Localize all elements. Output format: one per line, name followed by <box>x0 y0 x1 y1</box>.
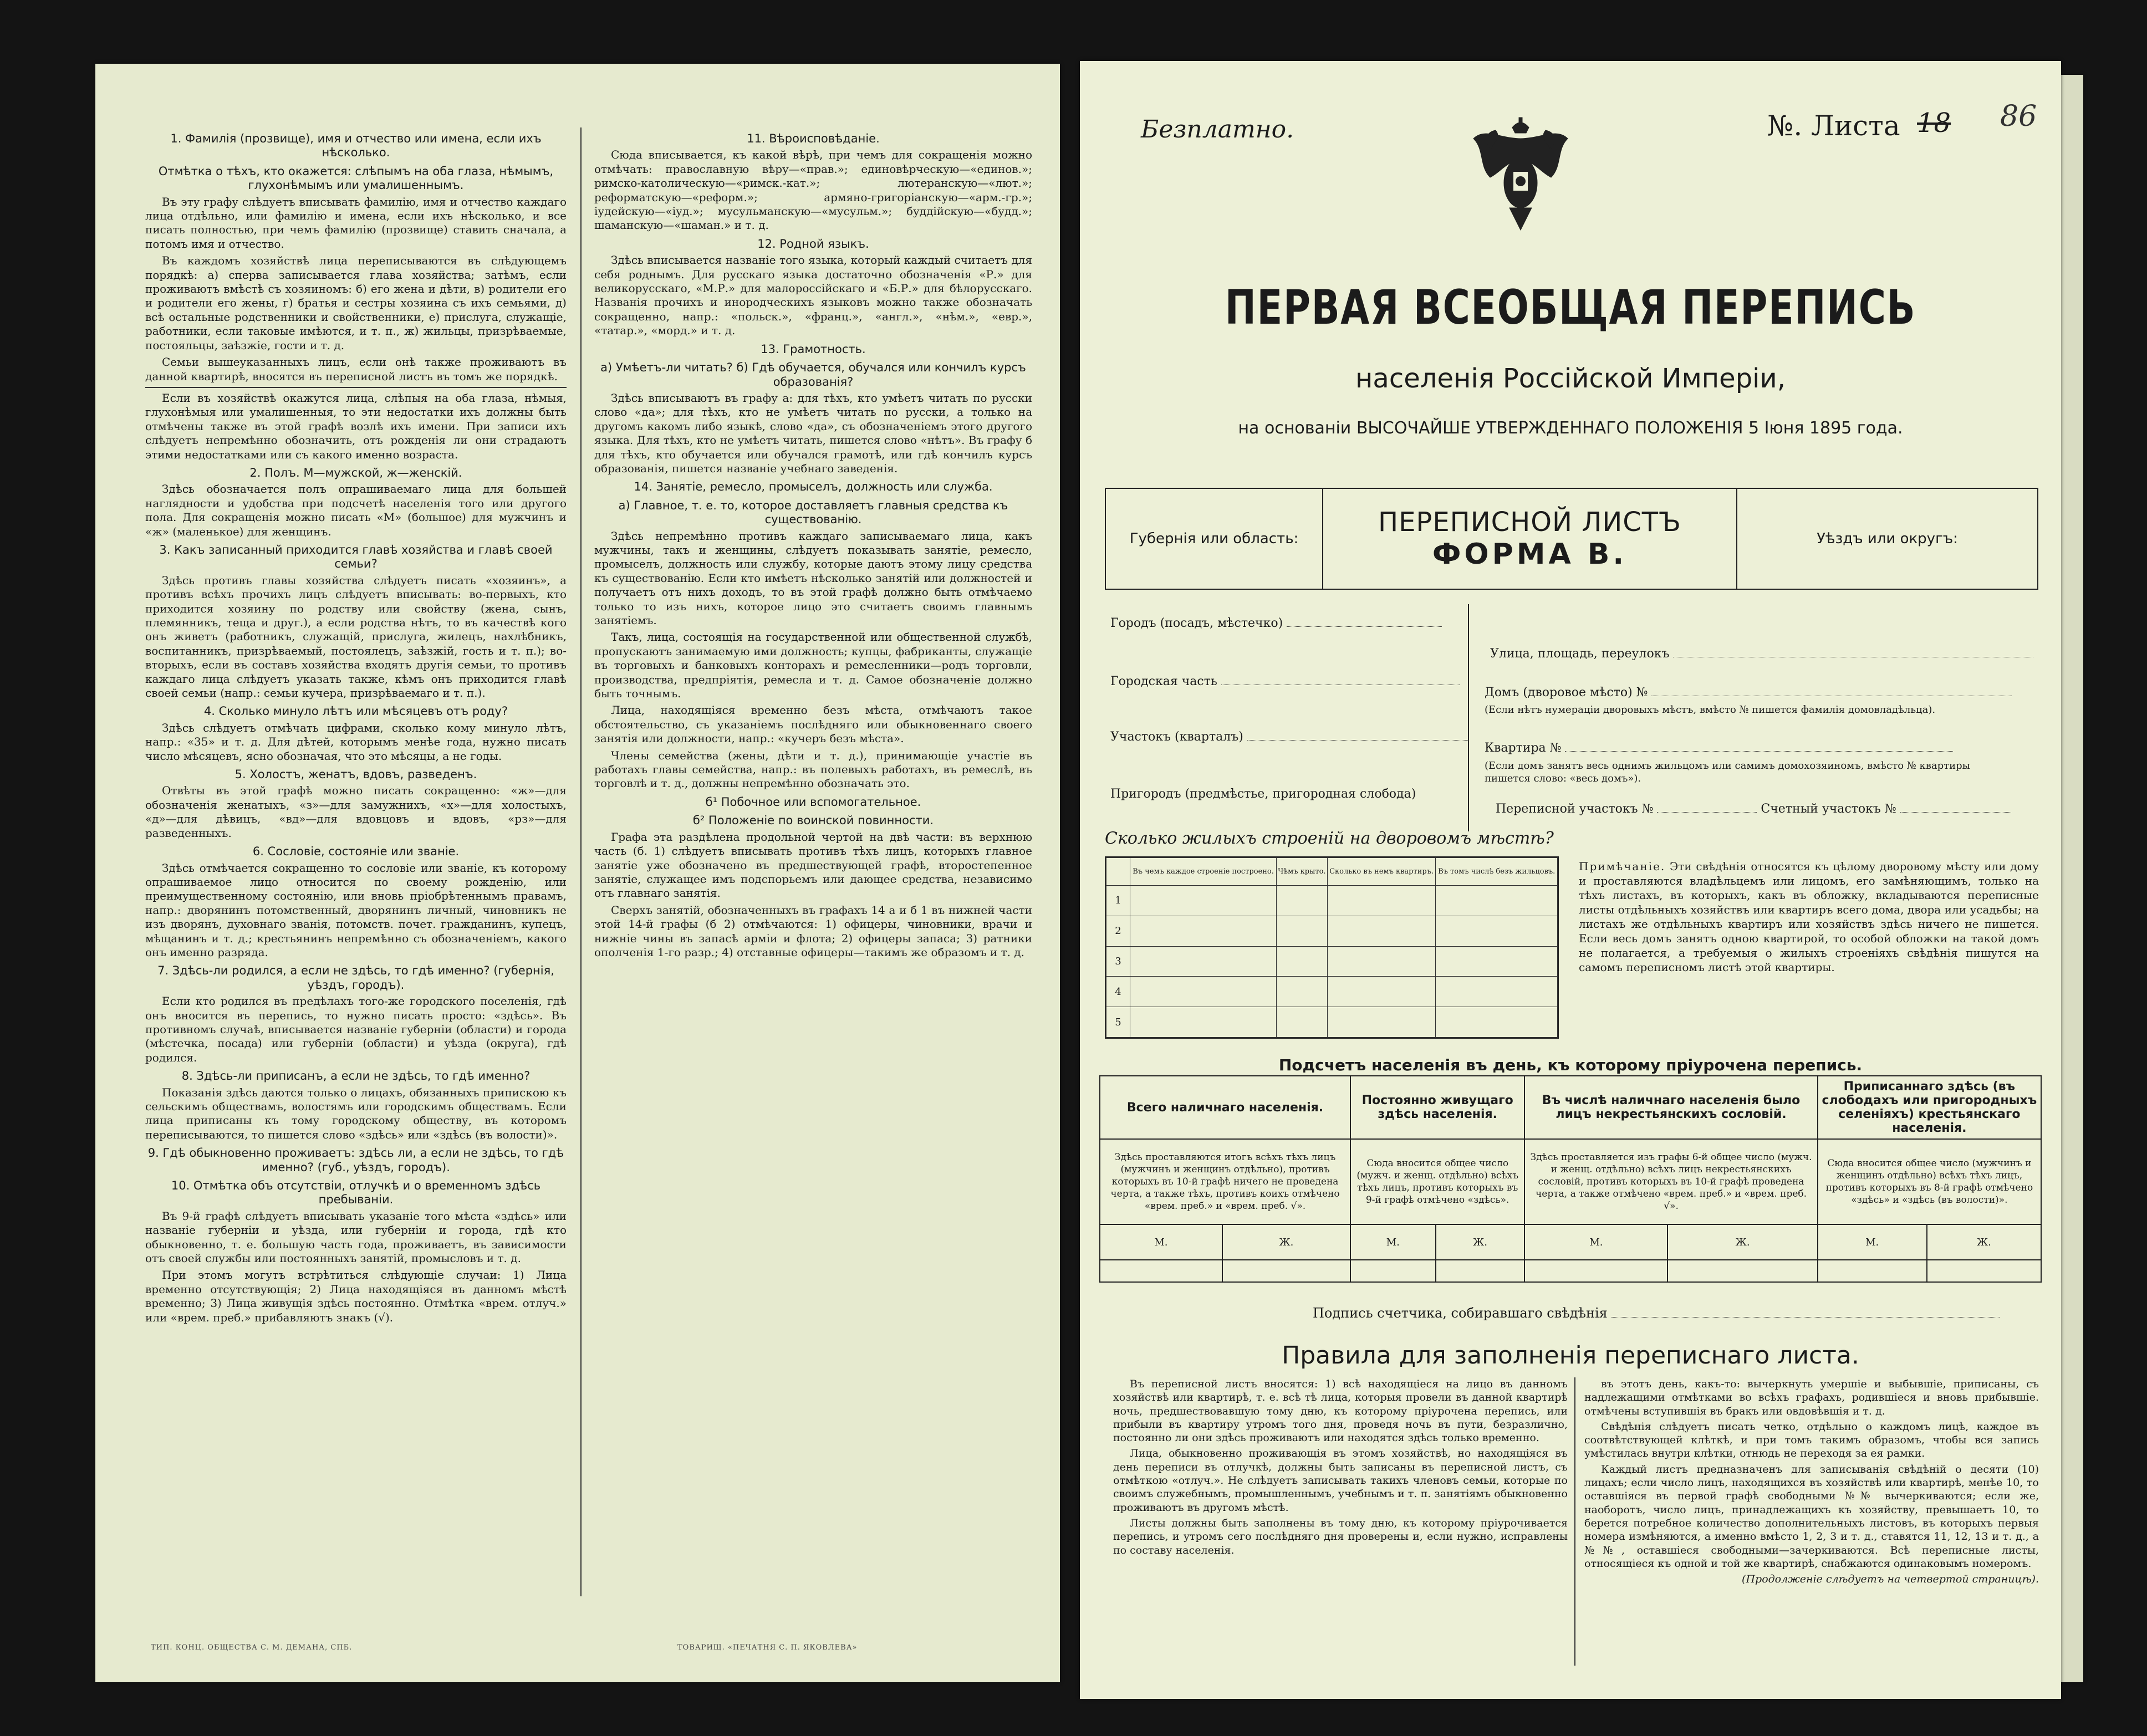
left-page <box>95 64 1060 1682</box>
count-header-non-peasant: Въ числѣ наличнаго населенія было лицъ некрестьянскихъ сословій. <box>1524 1076 1817 1139</box>
section-heading: 8. Здѣсь-ли приписанъ, а если не здѣсь, то гдѣ именно? <box>181 1069 531 1083</box>
table-row: 1 <box>1106 886 1558 916</box>
rule-paragraph: Въ переписной листъ вносятся: 1) всѣ находящіеся на лицо въ данномъ хозяйствѣ или квартирѣ, т. е. всѣ тѣ лица, которыя провели въ данной квартирѣ ночь, предшествовавшую тому дню, къ которому пріурочена перепись, или прибыли въ квартиру утромъ того дня, проведя ночь въ пути, безразлично, постоянно ли они здѣсь проживаютъ или находятся здѣсь только временно. <box>1113 1378 1568 1444</box>
paragraph: Здѣсь вписывается названіе того языка, который каждый считаетъ для себя роднымъ. Для русскаго языка достаточно обозначенія «Р.» для великорусскаго, «М.Р.» для малороссійскаго и «Б.Р.» для бѣлорусскаго. Названія прочихъ и инородческихъ языковъ можно также обозначать сокращенно, напр.: «польск.», «франц.», «англ.», «нѣм.», «евр.», «татар.», «морд.» и т. д. <box>594 253 1032 338</box>
female-label: Ж. <box>1667 1224 1817 1260</box>
paragraph: Въ каждомъ хозяйствѣ лица переписываются въ слѣдующемъ порядкѣ: а) сперва записывается глава хозяйства; затѣмъ, если проживаютъ вмѣстѣ съ хозяиномъ: б) его жена и дѣти, в) родители его и родители его жены, г) братья и сестры хозяина съ ихъ семьями, д) всѣ остальные родственники и свойственники, е) прислуга, служащіе, работники, если таковые имѣются, и т. п., ж) жильцы, призрѣваемые, постояльцы, заѣзжіе, гости и т. д. <box>145 254 567 352</box>
section-heading: 6. Сословіе, состояніе или званіе. <box>252 845 460 859</box>
population-count-table <box>1099 1075 2042 1258</box>
continued-note: (Продолженіе слѣдуетъ на четвертой страницѣ). <box>1742 1573 2039 1586</box>
rules-column-1 <box>1113 1377 1568 1559</box>
table-row: 2 <box>1106 916 1558 946</box>
rules-title: Правила для заполненія переписнаго листа. <box>1282 1341 1859 1370</box>
rule-paragraph: въ этотъ день, какъ-то: вычеркнуть умершіе и выбывшіе, приписаны, съ надлежащими отмѣтками во всѣхъ графахъ, родившіеся и вновь прибывшіе. отмѣчены вступившія въ бракъ или овдовѣвшія и т. д. <box>1584 1378 2039 1417</box>
printer-footer-left: ТИП. КОНЦ. ОБЩЕСТВА С. М. ДЕМАНА, СПБ. <box>151 1643 353 1652</box>
paragraph: Въ 9-й графѣ слѣдуетъ вписывать указаніе того мѣста «здѣсь» или названіе губерніи и уѣзда, или губерніи и города, гдѣ кто обыкновенно, т. е. большую часть года, проживаетъ, въ зависимости отъ своей службы или постоянныхъ занятій, промысловъ и т. д. <box>145 1209 567 1265</box>
field-apartment-note: (Если домъ занятъ весь однимъ жильцомъ или самимъ домохозяиномъ, вмѣсто № квартиры пишется слово: «весь домъ»). <box>1485 760 1970 784</box>
section-heading: 12. Родной языкъ. <box>757 237 869 251</box>
table-row: 5 <box>1106 1007 1558 1038</box>
field-street: Улица, площадь, переулокъ <box>1490 646 2033 661</box>
buildings-question: Сколько жилыхъ строеній на дворовомъ мѣстѣ? <box>1105 829 1554 848</box>
female-label: Ж. <box>1222 1224 1350 1260</box>
count-header-present: Всего наличнаго населенія. <box>1100 1076 1350 1139</box>
legal-basis: на основаніи ВЫСОЧАЙШЕ УТВЕРЖДЕННАГО ПОЛОЖЕНІЯ 5 Іюня 1895 года. <box>1238 418 1903 438</box>
section-heading: 2. Полъ. М—мужской, ж—женскій. <box>249 466 462 479</box>
paragraph: Здѣсь вписываютъ въ графу а: для тѣхъ, кто умѣетъ читать по русски слово «да»; для тѣхъ, кто не умѣетъ читать по русски, а только на другомъ какомъ либо языкѣ, слово «да», съ обозначеніемъ этого другого языка. Для тѣхъ, кто не умѣетъ читать, пишется слово «нѣтъ». Въ графу б для тѣхъ, кто обучается или обучался грамотѣ, или гдѣ кончилъ курсъ образованія, пишется названіе учебнаго заведенія. <box>594 391 1032 475</box>
section-rule <box>145 387 567 388</box>
count-desc-non-peasant: Здѣсь проставляется изъ графы 6-й общее число (мужч. и женщ. отдѣльно) всѣхъ лицъ некрестьянскихъ сословій, противъ которыхъ въ 10-й графѣ проведена черта, а также отмѣчено «врем. преб.» и «врем. преб. √». <box>1524 1139 1817 1224</box>
column-divider <box>580 127 582 1596</box>
section-heading: 11. Вѣроисповѣданіе. <box>747 132 880 145</box>
field-quarter: Участокъ (кварталъ) <box>1110 729 1469 744</box>
paragraph: Если въ хозяйствѣ окажутся лица, слѣпыя на оба глаза, нѣмыя, глухонѣмыя или умалишенныя, то эти недостатки ихъ должны быть отмѣчены также въ этой графѣ возлѣ ихъ имени. При записи ихъ слѣдуетъ непремѣнно обозначить, отъ рожденія ли они страдаютъ этими недостатками или съ какого именно возраста. <box>145 391 567 461</box>
section-heading: б² Положеніе по воинской повинности. <box>692 814 934 828</box>
field-house: Домъ (дворовое мѣсто) № <box>1485 685 2012 699</box>
paragraph: Показанія здѣсь даются только о лицахъ, обязанныхъ припискою къ сельскимъ обществамъ, волостямъ или городскимъ обществамъ. Если лица приписаны къ тому городскому обществу, въ которомъ переписываются, то пишется слово «здѣсь» или «здѣсь (въ волости)». <box>145 1085 567 1141</box>
rule-paragraph: Каждый листъ предназначенъ для записыванія свѣдѣній о десяти (10) лицахъ; если число лицъ, находящихся въ хозяйствѣ или квартирѣ, менѣе 10, то оставшіяся въ первой графѣ свободными №№ вычеркиваются; если же, наоборотъ, число лицъ, принадлежащихъ къ хозяйству, превышаетъ 10, то берется потребное количество дополнительныхъ листовъ, въ которыхъ первыя номера измѣняются, а именно вмѣсто 1, 2, 3 и т. д., ставятся 11, 12, 13 и т. д., а №№, оставшіеся свободными—зачеркиваются. Всѣ переписные листы, относящіеся къ одной и той же квартирѣ, снабжаются одинаковымъ номеромъ. <box>1584 1463 2039 1570</box>
section-heading: 10. Отмѣтка объ отсутствіи, отлучкѣ и о временномъ здѣсь пребываніи. <box>171 1179 541 1207</box>
section-heading: 9. Гдѣ обыкновенно проживаетъ: здѣсь ли, а если не здѣсь, то гдѣ именно? (губ., уѣздъ, городъ). <box>147 1146 564 1174</box>
table-row: 4 <box>1106 977 1558 1007</box>
paragraph: Если кто родился въ предѣлахъ того-же городского поселенія, гдѣ онъ вносится въ перепись, то нужно писать просто: «здѣсь». Въ противномъ случаѣ, вписывается названіе губерніи (области) и города (мѣстечка, посада) или губерніи (области) и уѣзда (округа), гдѣ родился. <box>145 994 567 1064</box>
paragraph: Графа эта раздѣлена продольной чертой на двѣ части: въ верхнюю часть (б. 1) слѣдуетъ вписывать противъ тѣхъ лицъ, которыхъ главное занятіе уже обозначено въ предшествующей графѣ, второстепенное занятіе, служащее имъ подспорьемъ или дающее средства, независимо отъ главнаго занятія. <box>594 830 1032 900</box>
section-heading: 7. Здѣсь-ли родился, а если не здѣсь, то гдѣ именно? (губернія, уѣздъ, городъ). <box>157 964 554 992</box>
female-label: Ж. <box>1436 1224 1525 1260</box>
paragraph: Сюда вписывается, къ какой вѣрѣ, при чемъ для сокращенія можно отмѣчать: православную вѣру—«прав.»; единовѣрческую—«единов.»; римско-католическую—«римск.-кат.»; лютеранскую—«лют.»; реформатскую—«реформ.»; армяно-григоріанскую—«арм.-гр.»; іудейскую—«іуд.»; мусульманскую—«мусульм.»; буддійскую—«будд.»; шаманскую—«шаман.» и т. д. <box>594 148 1032 232</box>
sheet-title-cell <box>1323 489 1737 589</box>
buildings-header-material: Въ чемъ каждое строеніе построено. <box>1130 858 1277 886</box>
double-headed-eagle-emblem <box>1468 116 1573 233</box>
form-label: ФОРМА В. <box>1432 538 1628 571</box>
section-heading: а) Умѣетъ-ли читать? б) Гдѣ обучается, обучался или кончилъ курсъ образованія? <box>600 361 1026 389</box>
right-page <box>1080 61 2061 1699</box>
paragraph: Лица, находящіяся временно безъ мѣста, отмѣчаютъ такое обстоятельство, съ указаніемъ послѣдняго или обыкновеннаго своего занятія или должности, напр.: «кучеръ безъ мѣста». <box>594 703 1032 746</box>
count-desc-peasant: Сюда вносится общее число (мужчинъ и женщинъ отдѣльно) всѣхъ тѣхъ лицъ, противъ которыхъ въ 8-й графѣ отмѣчено «здѣсь» и «здѣсь (въ волости)». <box>1818 1139 2041 1224</box>
section-heading: б¹ Побочное или вспомогательное. <box>705 795 921 809</box>
field-census-district: Переписной участокъ № Счетный участокъ № <box>1496 801 2011 816</box>
section-heading: 3. Какъ записанный приходится главѣ хозяйства и главѣ своей семьи? <box>159 543 553 571</box>
paragraph: Здѣсь отмѣчается сокращенно то сословіе или званіе, къ которому опрашиваемое лицо относится по своему рожденію, или преимущественному состоянію, или вновь пріобрѣтеннымъ правамъ, напр.: дворянинъ потомственный, дворянинъ личный, чиновникъ не изъ дворянъ, духовнаго званія, потомств. почет. гражданинъ, купецъ, мѣщанинъ и т. д.; крестьянинъ непремѣнно съ обозначеніемъ, какого онъ именно разряда. <box>145 861 567 959</box>
paragraph: Здѣсь слѣдуетъ отмѣчать цифрами, сколько кому минуло лѣтъ, напр.: «35» и т. д. Для дѣтей, которымъ менѣе года, нужно писать число мѣсяцевъ, ясно обозначая, что это мѣсяцы, а не годы. <box>145 721 567 763</box>
buildings-table <box>1105 856 1559 1039</box>
section-heading: Отмѣтка о тѣхъ, кто окажется: слѣпымъ на оба глаза, нѣмымъ, глухонѣмымъ или умалишеннымъ. <box>158 164 554 192</box>
table-row: 3 <box>1106 946 1558 977</box>
section-heading: 4. Сколько минуло лѣтъ или мѣсяцевъ отъ роду? <box>203 704 508 718</box>
buildings-header-apartments: Сколько въ немъ квартиръ. <box>1327 858 1436 886</box>
note-title: Примѣчаніе. <box>1579 860 1666 873</box>
field-apartment: Квартира № <box>1485 740 1953 755</box>
paragraph: Отвѣты въ этой графѣ можно писать сокращенно: «ж»—для обозначенія женатыхъ, «з»—для замужнихъ, «х»—для холостыхъ, «д»—для дѣвицъ, «вд»—для вдовцовъ и вдовъ, «рз»—для разведенныхъ. <box>145 784 567 840</box>
count-desc-permanent: Сюда вносится общее число (мужч. и женщ. отдѣльно) всѣхъ тѣхъ лицъ, противъ которыхъ въ 9-й графѣ отмѣчено «здѣсь». <box>1350 1139 1524 1224</box>
fields-divider <box>1468 604 1469 831</box>
section-heading: 5. Холостъ, женатъ, вдовъ, разведенъ. <box>234 768 477 782</box>
section-heading: а) Главное, т. е. то, которое доставляетъ главныя средства къ существованію. <box>618 498 1008 527</box>
paragraph: Семьи вышеуказанныхъ лицъ, если онѣ также проживаютъ въ данной квартирѣ, вносятся въ переписной листъ въ томъ же порядкѣ. <box>145 355 567 383</box>
field-suburb: Пригородъ (предмѣстье, пригородная слобода) <box>1110 787 1416 801</box>
buildings-header-empty: Въ томъ числѣ безъ жильцовъ. <box>1436 858 1558 886</box>
count-header-peasant: Приписаннаго здѣсь (въ слободахъ или пригородныхъ селеніяхъ) крестьянскаго населенія. <box>1818 1076 2041 1139</box>
sheet-title: ПЕРЕПИСНОЙ ЛИСТЪ <box>1378 507 1682 538</box>
form-header-box <box>1105 488 2038 590</box>
field-house-note: (Если нѣтъ нумерацiи дворовыхъ мѣстъ, вмѣсто № пишется фамилія домовладѣльца). <box>1485 704 1936 716</box>
female-label: Ж. <box>1927 1224 2041 1260</box>
census-title: ПЕРВАЯ ВСЕОБЩАЯ ПЕРЕПИСЬ <box>1225 280 1916 335</box>
province-label: Губернія или область: <box>1106 489 1323 589</box>
section-heading: 1. Фамилія (прозвище), имя и отчество или имена, если ихъ нѣсколько. <box>170 132 542 160</box>
rules-divider <box>1574 1377 1575 1666</box>
paragraph: Въ эту графу слѣдуетъ вписывать фамилію, имя и отчество каждаго лица отдѣльно, или фамилію и имена, если ихъ нѣсколько, и все писать полностью, при чемъ фамилію (прозвище) ставить сначала, а потомъ имя и отчество. <box>145 195 567 251</box>
free-label: Безплатно. <box>1141 115 1294 144</box>
male-label: М. <box>1818 1224 1927 1260</box>
field-city-part: Городская часть <box>1110 673 1460 688</box>
printer-footer-right: ТОВАРИЩ. «ПЕЧАТНЯ С. П. ЯКОВЛЕВА» <box>677 1643 858 1652</box>
male-label: М. <box>1350 1224 1436 1260</box>
population-count-title: Подсчетъ населенія въ день, къ которому пріурочена перепись. <box>1278 1056 1863 1074</box>
rule-paragraph: Листы должны быть заполнены въ тому дню, къ которому пріурочивается перепись, и утромъ сего послѣдняго дня проверены и, если нужно, исправлены по составу населенія. <box>1113 1517 1568 1556</box>
count-desc-present: Здѣсь проставляются итогъ всѣхъ тѣхъ лицъ (мужчинъ и женщинъ отдѣльно), противъ которыхъ въ 10-й графѣ ничего не проведена черта, а также тѣхъ, противъ коихъ отмѣчено «врем. преб.» и «врем. преб. √». <box>1100 1139 1350 1224</box>
note-text: Эти свѣдѣнія относятся къ цѣлому дворовому мѣсту или дому и проставляются владѣльцемъ или лицомъ, его замѣняющимъ, только на тѣхъ листахъ, въ которыхъ, какъ въ обложку, вкладываются переписные листы отдѣльныхъ хозяйствъ или квартиръ всего дома, двора или усадьбы; на листахъ же отдѣльныхъ квартиръ или хозяйствъ здѣсь ничего не пишется. Если весь домъ занятъ одною квартирой, то особой обложки на такой домъ не полагается, а требуемыя о жилыхъ строеніяхъ свѣдѣнія пишутся на самомъ переписномъ листѣ этой квартиры. <box>1579 860 2039 974</box>
page-edge <box>2061 75 2083 1682</box>
paragraph: Здѣсь непремѣнно противъ каждаго записываемаго лица, какъ мужчины, такъ и женщины, слѣдуетъ показывать занятіе, ремесло, промыселъ, должность или службу, которые даютъ этому лицу средства къ существованію. Если кто имѣетъ нѣсколько занятій или должностей и получаетъ отъ нихъ доходъ, то въ этой графѣ должно быть отмѣчаемо только то изъ нихъ, которое лицо это считаетъ своимъ главнымъ занятіемъ. <box>594 529 1032 627</box>
male-label: М. <box>1100 1224 1222 1260</box>
sheet-number-value: 18 <box>1917 108 1951 139</box>
census-subtitle: населенія Россійской Имперіи, <box>1355 363 1786 394</box>
rule-paragraph: Свѣдѣнія слѣдуетъ писать четко, отдѣльно о каждомъ лицѣ, каждое въ соотвѣтствующей клѣткѣ, и при томъ такимъ образомъ, чтобы вся запись умѣстилась внутри клѣтки, отнюдь не переходя за ея рамки. <box>1584 1420 2039 1460</box>
section-heading: 13. Грамотность. <box>761 342 866 356</box>
instructions-column-a <box>145 127 567 1327</box>
field-city: Городъ (посадъ, мѣстечко) <box>1110 615 1442 630</box>
section-heading: 14. Занятіе, ремесло, промыселъ, должность или служба. <box>634 480 993 494</box>
paragraph: Здѣсь противъ главы хозяйства слѣдуетъ писать «хозяинъ», а противъ всѣхъ прочихъ лицъ слѣдуетъ вписывать: во-первыхъ, кто приходится хозяину по родству или свойству (жена, сынъ, племянникъ, теща и друг.), а если родства нѣтъ, то въ качествѣ кого онъ живетъ (работникъ, служащій, прислуга, жилецъ, нахлѣбникъ, воспитанникъ, призрѣваемый, постоялецъ, заѣзжій, гость и т. п.); во-вторыхъ, если въ составъ хозяйства входятъ другія семьи, то противъ каждаго лица слѣдуетъ указать также, кѣмъ онъ приходится главѣ своей семьи (напр.: семьи кучера, призрѣваемаго и т. п.). <box>145 573 567 700</box>
district-label: Уѣздъ или округъ: <box>1817 530 1958 547</box>
counter-signature-line: Подпись счетчика, собиравшаго свѣдѣнія <box>1313 1305 2000 1321</box>
rule-paragraph: Лица, обыкновенно проживающія въ этомъ хозяйствѣ, но находящіяся въ день переписи въ отлучкѣ, должны быть записаны въ переписной листъ, съ отмѣткою «отлуч.». Не слѣдуетъ записывать такихъ членовъ семьи, которые по своимъ служебнымъ, промышленнымъ, учебнымъ и т. п. занятіямъ обыкновенно проживаютъ въ другомъ мѣстѣ. <box>1113 1447 1568 1514</box>
buildings-header-roof: Чѣмъ крыто. <box>1277 858 1328 886</box>
paragraph: Здѣсь обозначается полъ опрашиваемаго лица для большей наглядности и удобства при подсчетѣ населенія того или другого пола. Для сокращенія можно писать «М» (большое) для мужчинъ и «ж» (маленькое) для женщинъ. <box>145 482 567 538</box>
instructions-column-b <box>594 127 1032 962</box>
count-header-permanent: Постоянно живущаго здѣсь населенія. <box>1350 1076 1524 1139</box>
buildings-note <box>1579 859 2039 974</box>
paragraph: Члены семейства (жены, дѣти и т. д.), принимающіе участіе въ работахъ главы семейства, напр.: въ полевыхъ работахъ, въ ремеслѣ, въ торговлѣ и т. д., должны непремѣнно обозначать это. <box>594 748 1032 790</box>
male-label: М. <box>1524 1224 1667 1260</box>
paragraph: При этомъ могутъ встрѣтиться слѣдующіе случаи: 1) Лица временно отсутствующія; 2) Лица находящіяся въ данномъ мѣстѣ временно; 3) Лица живущія здѣсь постоянно. Отмѣтка «врем. отлуч.» или «врем. преб.» прибавляютъ знакъ (√). <box>145 1268 567 1324</box>
paragraph: Сверхъ занятій, обозначенныхъ въ графахъ 14 а и б 1 въ нижней части этой 14-й графы (б 2) отмѣчаются: 1) офицеры, чиновники, врачи и нижніе чины въ запасѣ арміи и флота; 2) офицеры запаса; 3) ратники ополченія 1-го разр.; 4) отставные офицеры—такимъ же образомъ и т. д. <box>594 903 1032 959</box>
handwritten-folio: 86 <box>2000 100 2037 133</box>
sheet-number-label: №. Листа <box>1767 110 1900 142</box>
paragraph: Такъ, лица, состоящія на государственной или общественной службѣ, пропускаютъ занимаемую ими должность; купцы, фабриканты, служащіе въ торговыхъ и банковыхъ конторахъ и ремесленники—родъ торговли, производства, предпріятія, ремесла и т. д. Самое обозначеніе должно быть точнымъ. <box>594 630 1032 701</box>
rules-column-2 <box>1584 1377 2039 1586</box>
